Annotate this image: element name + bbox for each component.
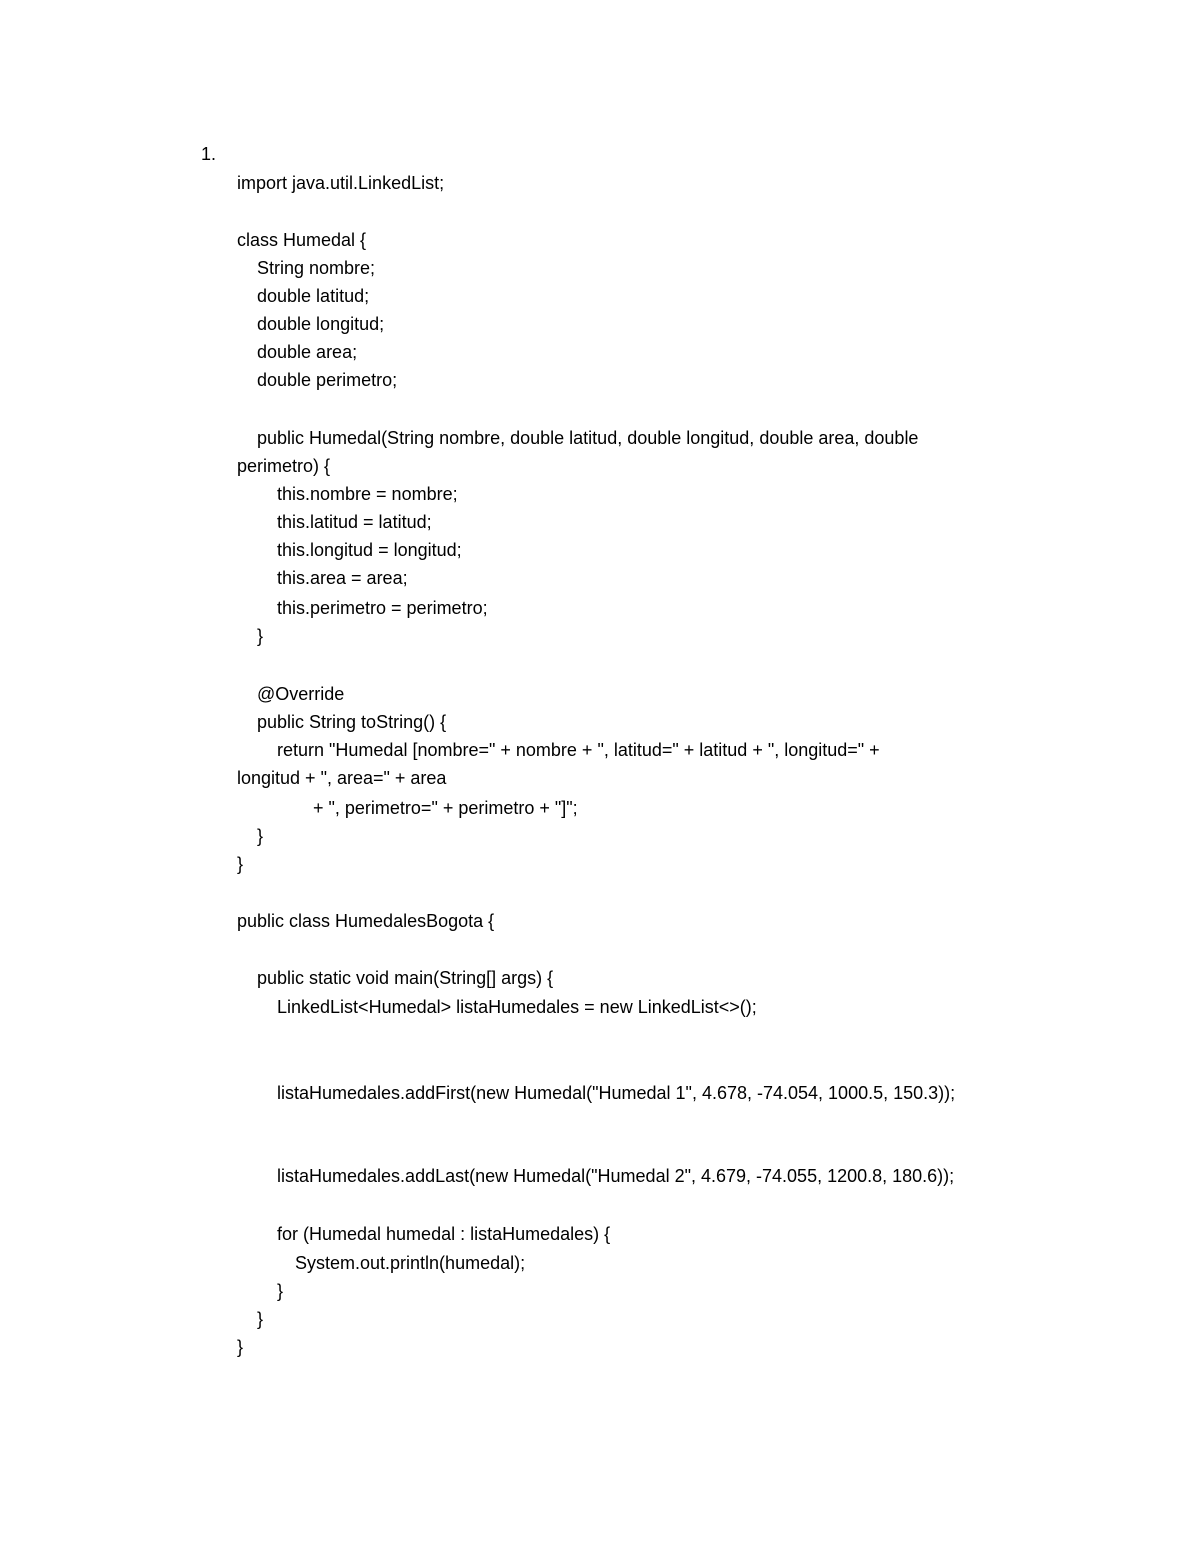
code-line: } xyxy=(257,826,264,846)
code-line: double area; xyxy=(257,342,358,362)
code-line: this.perimetro = perimetro; xyxy=(277,598,488,618)
code-line: this.nombre = nombre; xyxy=(277,484,458,504)
code-line: longitud + ", area=" + area xyxy=(237,768,447,788)
code-line: } xyxy=(237,1337,244,1357)
code-line: double latitud; xyxy=(257,286,370,306)
code-line: + ", perimetro=" + perimetro + "]"; xyxy=(313,798,578,818)
code-line: } xyxy=(257,626,264,646)
code-line: listaHumedales.addFirst(new Humedal("Humedal 1", 4.678, -74.054, 1000.5, 150.3)); xyxy=(277,1083,956,1103)
code-line: this.longitud = longitud; xyxy=(277,540,462,560)
code-line: } xyxy=(237,854,244,874)
code-line: double longitud; xyxy=(257,314,385,334)
code-line: public class HumedalesBogota { xyxy=(237,911,495,931)
code-line: public static void main(String[] args) { xyxy=(257,968,554,988)
code-line: perimetro) { xyxy=(237,456,331,476)
code-line: } xyxy=(257,1309,264,1329)
code-line: return "Humedal [nombre=" + nombre + ", latitud=" + latitud + ", longitud=" + xyxy=(277,740,880,760)
code-line: listaHumedales.addLast(new Humedal("Humedal 2", 4.679, -74.055, 1200.8, 180.6)); xyxy=(277,1166,955,1186)
code-line: @Override xyxy=(257,684,345,704)
code-line: LinkedList<Humedal> listaHumedales = new LinkedList<>(); xyxy=(277,997,757,1017)
code-line: System.out.println(humedal); xyxy=(295,1253,526,1273)
code-line: for (Humedal humedal : listaHumedales) { xyxy=(277,1224,611,1244)
code-line: public Humedal(String nombre, double latitud, double longitud, double area, double xyxy=(257,428,919,448)
code-line: double perimetro; xyxy=(257,370,398,390)
code-line: } xyxy=(277,1281,284,1301)
code-line: this.area = area; xyxy=(277,568,408,588)
code-line: import java.util.LinkedList; xyxy=(237,173,445,193)
code-line: this.latitud = latitud; xyxy=(277,512,432,532)
code-line: class Humedal { xyxy=(237,230,367,250)
item-number: 1. xyxy=(201,144,217,164)
code-line: String nombre; xyxy=(257,258,376,278)
code-line: public String toString() { xyxy=(257,712,447,732)
